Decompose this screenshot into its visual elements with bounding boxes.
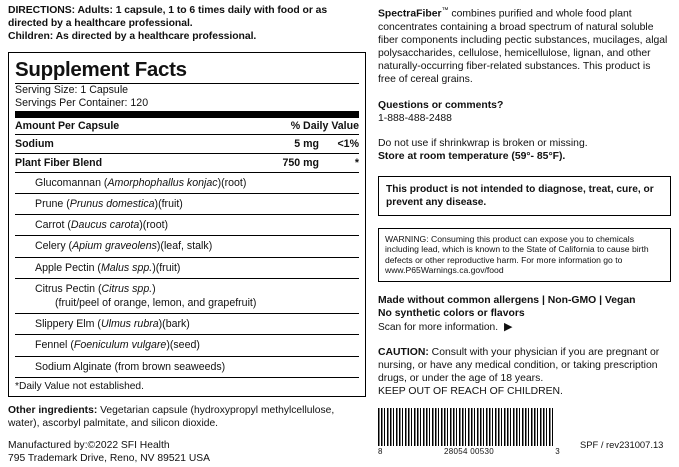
supplement-facts-title: Supplement Facts xyxy=(15,57,187,81)
scan-text: Scan for more information. xyxy=(378,321,499,333)
list-item xyxy=(15,357,359,377)
arrow-right-icon: ▶ xyxy=(504,320,513,333)
list-item xyxy=(15,194,359,214)
other-ingredients-label: Other ingredients: xyxy=(8,404,98,416)
manufacturer-line-1: Manufactured by:©2022 SFI Health xyxy=(8,439,170,451)
blend-ingredient: Glucomannan (Amorphophallus konjac)(root) xyxy=(35,176,247,189)
claims-line-2: No synthetic colors or flavors xyxy=(378,308,525,320)
product-description xyxy=(378,4,671,87)
table-row xyxy=(15,135,359,153)
blend-ingredient: Carrot (Daucus carota)(root) xyxy=(35,219,169,232)
right-column xyxy=(378,4,671,399)
directions-children: Children: As directed by a healthcare professional. xyxy=(8,31,257,43)
nutrient-amount: 750 mg xyxy=(282,156,319,169)
blend-ingredient: Apple Pectin (Malus spp.)(fruit) xyxy=(35,261,181,274)
left-column xyxy=(8,4,366,465)
questions-heading: Questions or comments? xyxy=(378,99,504,111)
table-row xyxy=(15,154,359,172)
storage-block xyxy=(378,137,671,163)
blend-ingredient: Prune (Prunus domestica)(fruit) xyxy=(35,198,183,210)
directions-adults: DIRECTIONS: Adults: 1 capsule, 1 to 6 times daily with food or as directed by a healthcare professional. xyxy=(8,5,328,30)
list-item xyxy=(15,279,359,313)
other-ingredients-text: Vegetarian capsule (hydroxypropyl methylcellulose, water), ascorbyl palmitate, and silicon dioxide. xyxy=(8,404,335,429)
nutrient-name: Sodium xyxy=(15,137,54,150)
facts-table-header xyxy=(15,118,359,134)
list-item xyxy=(15,215,359,235)
directions-block xyxy=(8,4,366,44)
barcode-center-digits: 28054 00530 xyxy=(443,447,494,456)
shrinkwrap-notice: Do not use if shrinkwrap is broken or missing. xyxy=(378,138,588,150)
list-item xyxy=(15,314,359,334)
barcode-digits xyxy=(378,447,560,457)
trademark-symbol: ™ xyxy=(441,7,449,14)
caution-heading: CAUTION: xyxy=(378,346,429,358)
blend-ingredient: Fennel (Foeniculum vulgare)(seed) xyxy=(35,339,200,352)
questions-block xyxy=(378,99,671,125)
list-item xyxy=(15,335,359,355)
keep-out-of-reach: KEEP OUT OF REACH OF CHILDREN. xyxy=(378,386,563,398)
brand-name: SpectraFiber xyxy=(378,8,442,20)
storage-notice: Store at room temperature (59°- 85°F). xyxy=(378,151,566,163)
nutrient-dv: * xyxy=(354,156,359,169)
prop65-warning-box: WARNING: Consuming this product can expose you to chemicals including lead, which is known to the State of California to cause birth defects or other reproductive harm. For more information go to www.P65Warnings.ca.gov/food xyxy=(378,228,671,282)
barcode-right-digit: 3 xyxy=(555,447,560,456)
blend-ingredient: Citrus Pectin (Citrus spp.) (fruit/peel of orange, lemon, and grapefruit) xyxy=(15,282,359,310)
product-claims xyxy=(378,294,671,321)
blend-ingredient: Celery (Apium graveolens)(leaf, stalk) xyxy=(35,240,213,253)
serving-size: Serving Size: 1 Capsule xyxy=(15,83,129,96)
blend-ingredient-detail: (fruit/peel of orange, lemon, and grapefruit) xyxy=(55,297,257,310)
header-daily-value: % Daily Value xyxy=(290,119,359,132)
list-item xyxy=(15,236,359,256)
header-amount-per-capsule: Amount Per Capsule xyxy=(15,119,120,132)
supplement-facts-panel xyxy=(8,52,366,397)
nutrient-dv: <1% xyxy=(337,137,359,150)
list-item xyxy=(15,258,359,278)
blend-ingredient: Slippery Elm (Ulmus rubra)(bark) xyxy=(35,318,190,331)
manufacturer-block xyxy=(8,439,366,465)
blend-ingredient: Sodium Alginate (from brown seaweeds) xyxy=(35,360,226,373)
phone-number[interactable]: 1-888-488-2488 xyxy=(378,112,452,124)
revision-code: SPF / rev231007.13 xyxy=(580,439,664,450)
barcode-block xyxy=(378,408,568,457)
claims-line-1: Made without common allergens | Non-GMO | Vegan xyxy=(378,294,636,306)
barcode-left-digit: 8 xyxy=(378,447,383,456)
daily-value-footnote: *Daily Value not established. xyxy=(15,380,144,392)
fda-disclaimer-box: This product is not intended to diagnose, treat, cure, or prevent any disease. xyxy=(378,176,671,216)
caution-text: Consult with your physician if you are pregnant or nursing, or have any medical condition, or taking prescription drugs, or under the age of 18 years. xyxy=(378,346,660,385)
manufacturer-line-2: 795 Trademark Drive, Reno, NV 89521 USA xyxy=(8,452,211,464)
caution-block xyxy=(378,346,671,399)
nutrient-name: Plant Fiber Blend xyxy=(15,156,103,169)
barcode-image xyxy=(378,408,553,446)
nutrient-amount: 5 mg xyxy=(294,137,319,150)
divider-thick xyxy=(15,111,359,118)
other-ingredients xyxy=(8,404,366,430)
scan-instruction xyxy=(378,321,671,334)
list-item xyxy=(15,173,359,193)
servings-per-container: Servings Per Container: 120 xyxy=(15,97,149,110)
description-text: combines purified and whole food plant concentrates containing a broad spectrum of natural soluble fiber components including pectic substances, mucilages, algal polysaccharides, cellulose, hemicellulose, lignan, and other naturally-occurring fiber-related substances. This product is free of cereal grains. xyxy=(378,8,668,86)
